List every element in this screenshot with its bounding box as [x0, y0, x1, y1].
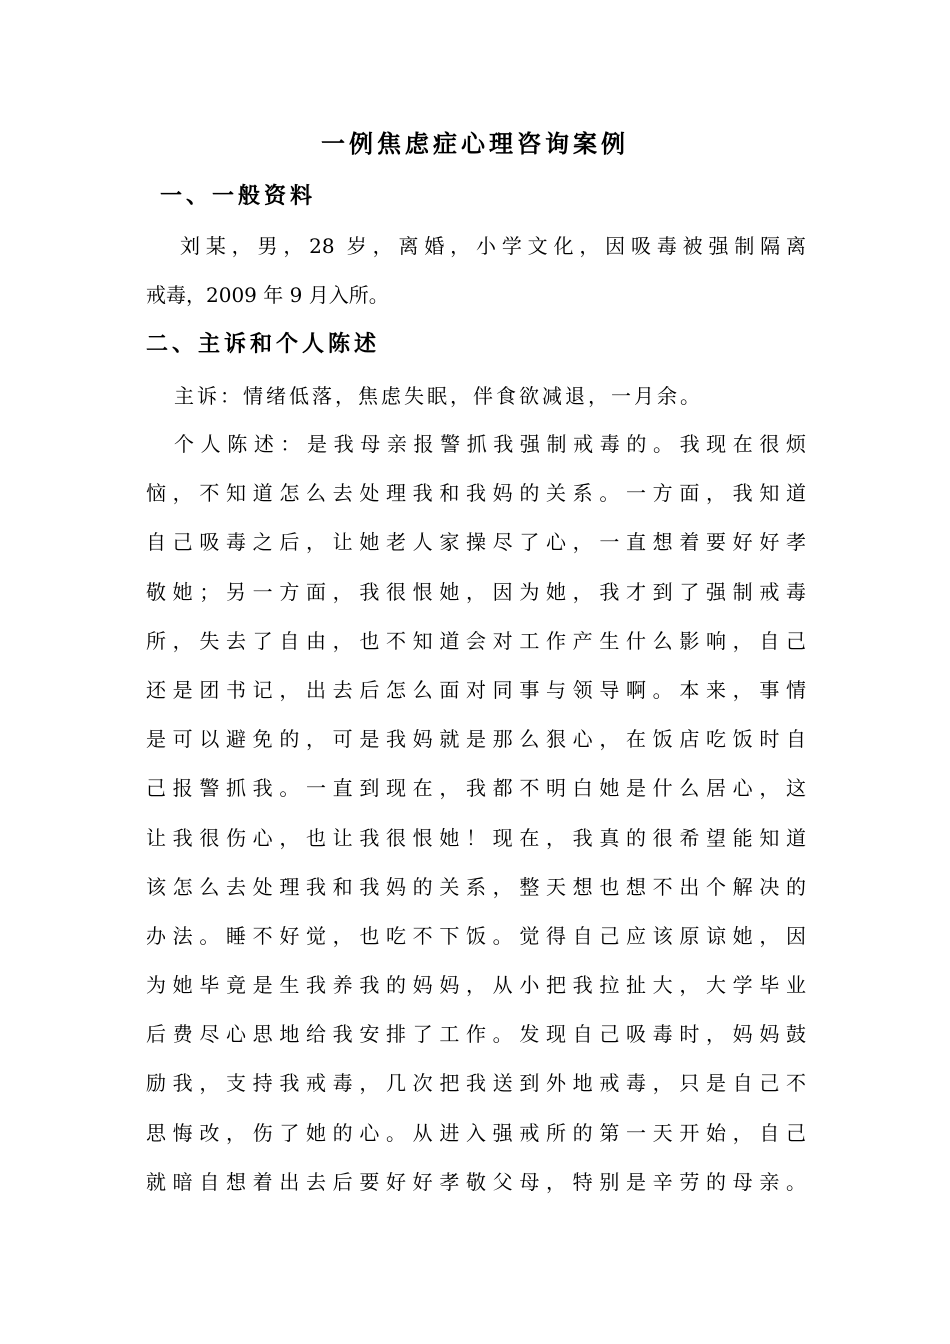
paragraph-line: 让我很伤心，也让我很恨她！现在，我真的很希望能知道 [146, 825, 806, 850]
general-info-paragraph [146, 222, 806, 320]
paragraph-line: 刘某，男，28 岁，离婚，小学文化，因吸毒被强制隔离 [180, 234, 806, 258]
paragraph-line: 办法。睡不好觉，也吃不下饭。觉得自己应该原谅她，因 [146, 923, 806, 948]
paragraph-line: 励我，支持我戒毒，几次把我送到外地戒毒，只是自己不 [146, 1071, 806, 1096]
paragraph-line: 个人陈述：是我母亲报警抓我强制戒毒的。我现在很烦 [174, 432, 806, 456]
paragraph-line: 敬她；另一方面，我很恨她，因为她，我才到了强制戒毒 [146, 579, 806, 604]
paragraph-line: 恼，不知道怎么去处理我和我妈的关系。一方面，我知道 [146, 481, 806, 506]
section-heading-complaint-statement: 二、主诉和个人陈述 [146, 331, 381, 357]
section-heading-general-info: 一、一般资料 [160, 183, 317, 209]
paragraph-line: 己报警抓我。一直到现在，我都不明白她是什么居心，这 [146, 776, 806, 801]
paragraph-line: 自己吸毒之后，让她老人家操尽了心，一直想着要好好孝 [146, 530, 806, 555]
paragraph-line: 主诉：情绪低落，焦虑失眠，伴食欲减退，一月余。 [174, 384, 703, 408]
paragraph-line: 就暗自想着出去后要好好孝敬父母，特别是辛劳的母亲。 [146, 1169, 806, 1194]
paragraph-line: 戒毒，2009 年 9 月入所。 [146, 283, 389, 308]
paragraph-line: 后费尽心思地给我安排了工作。发现自己吸毒时，妈妈鼓 [146, 1022, 806, 1047]
personal-statement-paragraph [146, 420, 806, 1207]
complaint-paragraph [146, 372, 806, 421]
paragraph-line: 该怎么去处理我和我妈的关系，整天想也想不出个解决的 [146, 874, 806, 899]
paragraph-line: 所，失去了自由，也不知道会对工作产生什么影响，自己 [146, 628, 806, 653]
document-title: 一例焦虑症心理咨询案例 [321, 129, 629, 158]
paragraph-line: 是可以避免的，可是我妈就是那么狠心，在饭店吃饭时自 [146, 727, 806, 752]
paragraph-line: 为她毕竟是生我养我的妈妈，从小把我拉扯大，大学毕业 [146, 973, 806, 998]
paragraph-line: 思悔改，伤了她的心。从进入强戒所的第一天开始，自己 [146, 1120, 806, 1145]
paragraph-line: 还是团书记，出去后怎么面对同事与领导啊。本来，事情 [146, 677, 806, 702]
